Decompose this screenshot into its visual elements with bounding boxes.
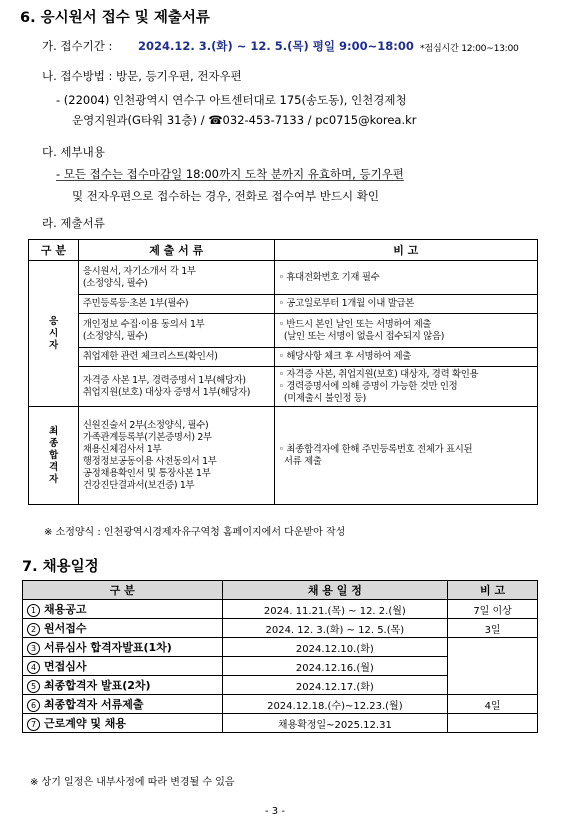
header-notes: 비 고 (274, 240, 537, 261)
schedule-step: 5 최종합격자 발표(2차) (23, 676, 223, 695)
method-address-line2: 운영지원과(G타워 31층) / ☎032-453-7133 / pc0715@korea.kr (72, 113, 417, 127)
schedule-date: 2024. 11.21.(목) ~ 12. 2.(월) (222, 600, 448, 619)
docs-label: 라. 제출서류 (42, 216, 105, 230)
note-cell: ◦ 해당사항 체크 후 서명하여 제출 (274, 348, 537, 367)
doc-cell: 자격증 사본 1부, 경력증명서 1부(해당자) 취업지원(보호) 대상자 증명서 1부(해당자) (78, 367, 274, 407)
schedule-date: 채용확정일~2025.12.31 (222, 714, 448, 733)
period-label: 가. 접수기간 : (42, 39, 113, 53)
doc-cell: 신원진술서 2부(소정양식, 필수) 가족관계등록부(기본증명서) 2부 채용신체검사서 1부 행정정보공동이용 사전동의서 1부 공정채용확인서 및 통장사본 1부 건강진단결과서(보건증) 1부 (78, 407, 274, 505)
schedule-note: 7일 이상 (448, 600, 538, 619)
group-applicant: 응 시 자 (29, 261, 79, 407)
lunch-note: *점심시간 12:00~13:00 (420, 43, 519, 54)
header-category: 구 분 (29, 240, 79, 261)
schedule-date: 2024.12.16.(월) (222, 657, 448, 676)
section6-footnote: ※ 소정양식 : 인천광역시경제자유구역청 홈페이지에서 다운받아 작성 (44, 527, 346, 538)
schedule-step: 7 근로계약 및 채용 (23, 714, 223, 733)
note-cell: ◦ 공고일로부터 1개월 이내 발급본 (274, 295, 537, 314)
period-value: 2024.12. 3.(화) ~ 12. 5.(목) 평일 9:00~18:00 (138, 39, 414, 53)
schedule-date: 2024.12.10.(화) (222, 638, 448, 657)
header-documents: 제 출 서 류 (78, 240, 274, 261)
doc-cell: 개인정보 수집·이용 동의서 1부 (소정양식, 필수) (78, 314, 274, 348)
schedule-note (448, 714, 538, 733)
schedule-note: 4일 (448, 695, 538, 714)
note-cell: ◦ 휴대전화번호 기재 필수 (274, 261, 537, 295)
note-cell: ◦ 최종합격자에 한해 주민등록번호 전체가 표시된 서류 제출 (274, 407, 537, 505)
details-line1: - 모든 접수는 접수마감일 18:00까지 도착 분까지 유효하며, 등기우편 (56, 167, 404, 181)
table-row (23, 638, 538, 657)
table-row (23, 619, 538, 638)
page-number: - 3 - (265, 806, 285, 817)
group-final-passer: 최 종 합 격 자 (29, 407, 79, 505)
schedule-step: 3 서류심사 합격자발표(1차) (23, 638, 223, 657)
method-address-line1: - (22004) 인천광역시 연수구 아트센터대로 175(송도동), 인천경제청 (56, 93, 407, 107)
schedule-step: 4 면접심사 (23, 657, 223, 676)
details-label: 다. 세부내용 (42, 145, 105, 159)
schedule-step: 1 채용공고 (23, 600, 223, 619)
note-cell: ◦ 반드시 본인 날인 또는 서명하여 제출 (날인 또는 서명이 없을시 접수되지 않음) (274, 314, 537, 348)
doc-cell: 응시원서, 자기소개서 각 1부 (소정양식, 필수) (78, 261, 274, 295)
schedule-date: 2024.12.18.(수)~12.23.(월) (222, 695, 448, 714)
section7-title: 7. 채용일정 (22, 559, 99, 575)
schedule-date: 2024.12.17.(화) (222, 676, 448, 695)
schedule-step: 2 원서접수 (23, 619, 223, 638)
details-line2: 및 전자우편으로 접수하는 경우, 전화로 접수여부 반드시 확인 (72, 189, 379, 203)
method-label: 나. 접수방법 : 방문, 등기우편, 전자우편 (42, 69, 242, 83)
table-row (23, 600, 538, 619)
doc-cell: 취업제한 관련 체크리스트(확인서) (78, 348, 274, 367)
note-cell: ◦ 자격증 사본, 취업지원(보호) 대상자, 경력 확인용 ◦ 경력증명서에 의해 증명이 가능한 것만 인정 (미제출시 불인정 등) (274, 367, 537, 407)
schedule-header-date: 채 용 일 정 (222, 581, 448, 600)
schedule-date: 2024. 12. 3.(화) ~ 12. 5.(목) (222, 619, 448, 638)
section6-title: 6. 응시원서 접수 및 제출서류 (20, 10, 210, 26)
schedule-note (448, 638, 538, 695)
section7-footnote: ※ 상기 일정은 내부사정에 따라 변경될 수 있음 (30, 777, 235, 788)
doc-cell: 주민등록등·초본 1부(필수) (78, 295, 274, 314)
schedule-note: 3일 (448, 619, 538, 638)
table-row (23, 695, 538, 714)
schedule-header-category: 구 분 (23, 581, 223, 600)
table-row (23, 714, 538, 733)
schedule-step: 6 최종합격자 서류제출 (23, 695, 223, 714)
documents-table (28, 239, 538, 505)
schedule-table (22, 580, 538, 733)
schedule-header-note: 비 고 (448, 581, 538, 600)
